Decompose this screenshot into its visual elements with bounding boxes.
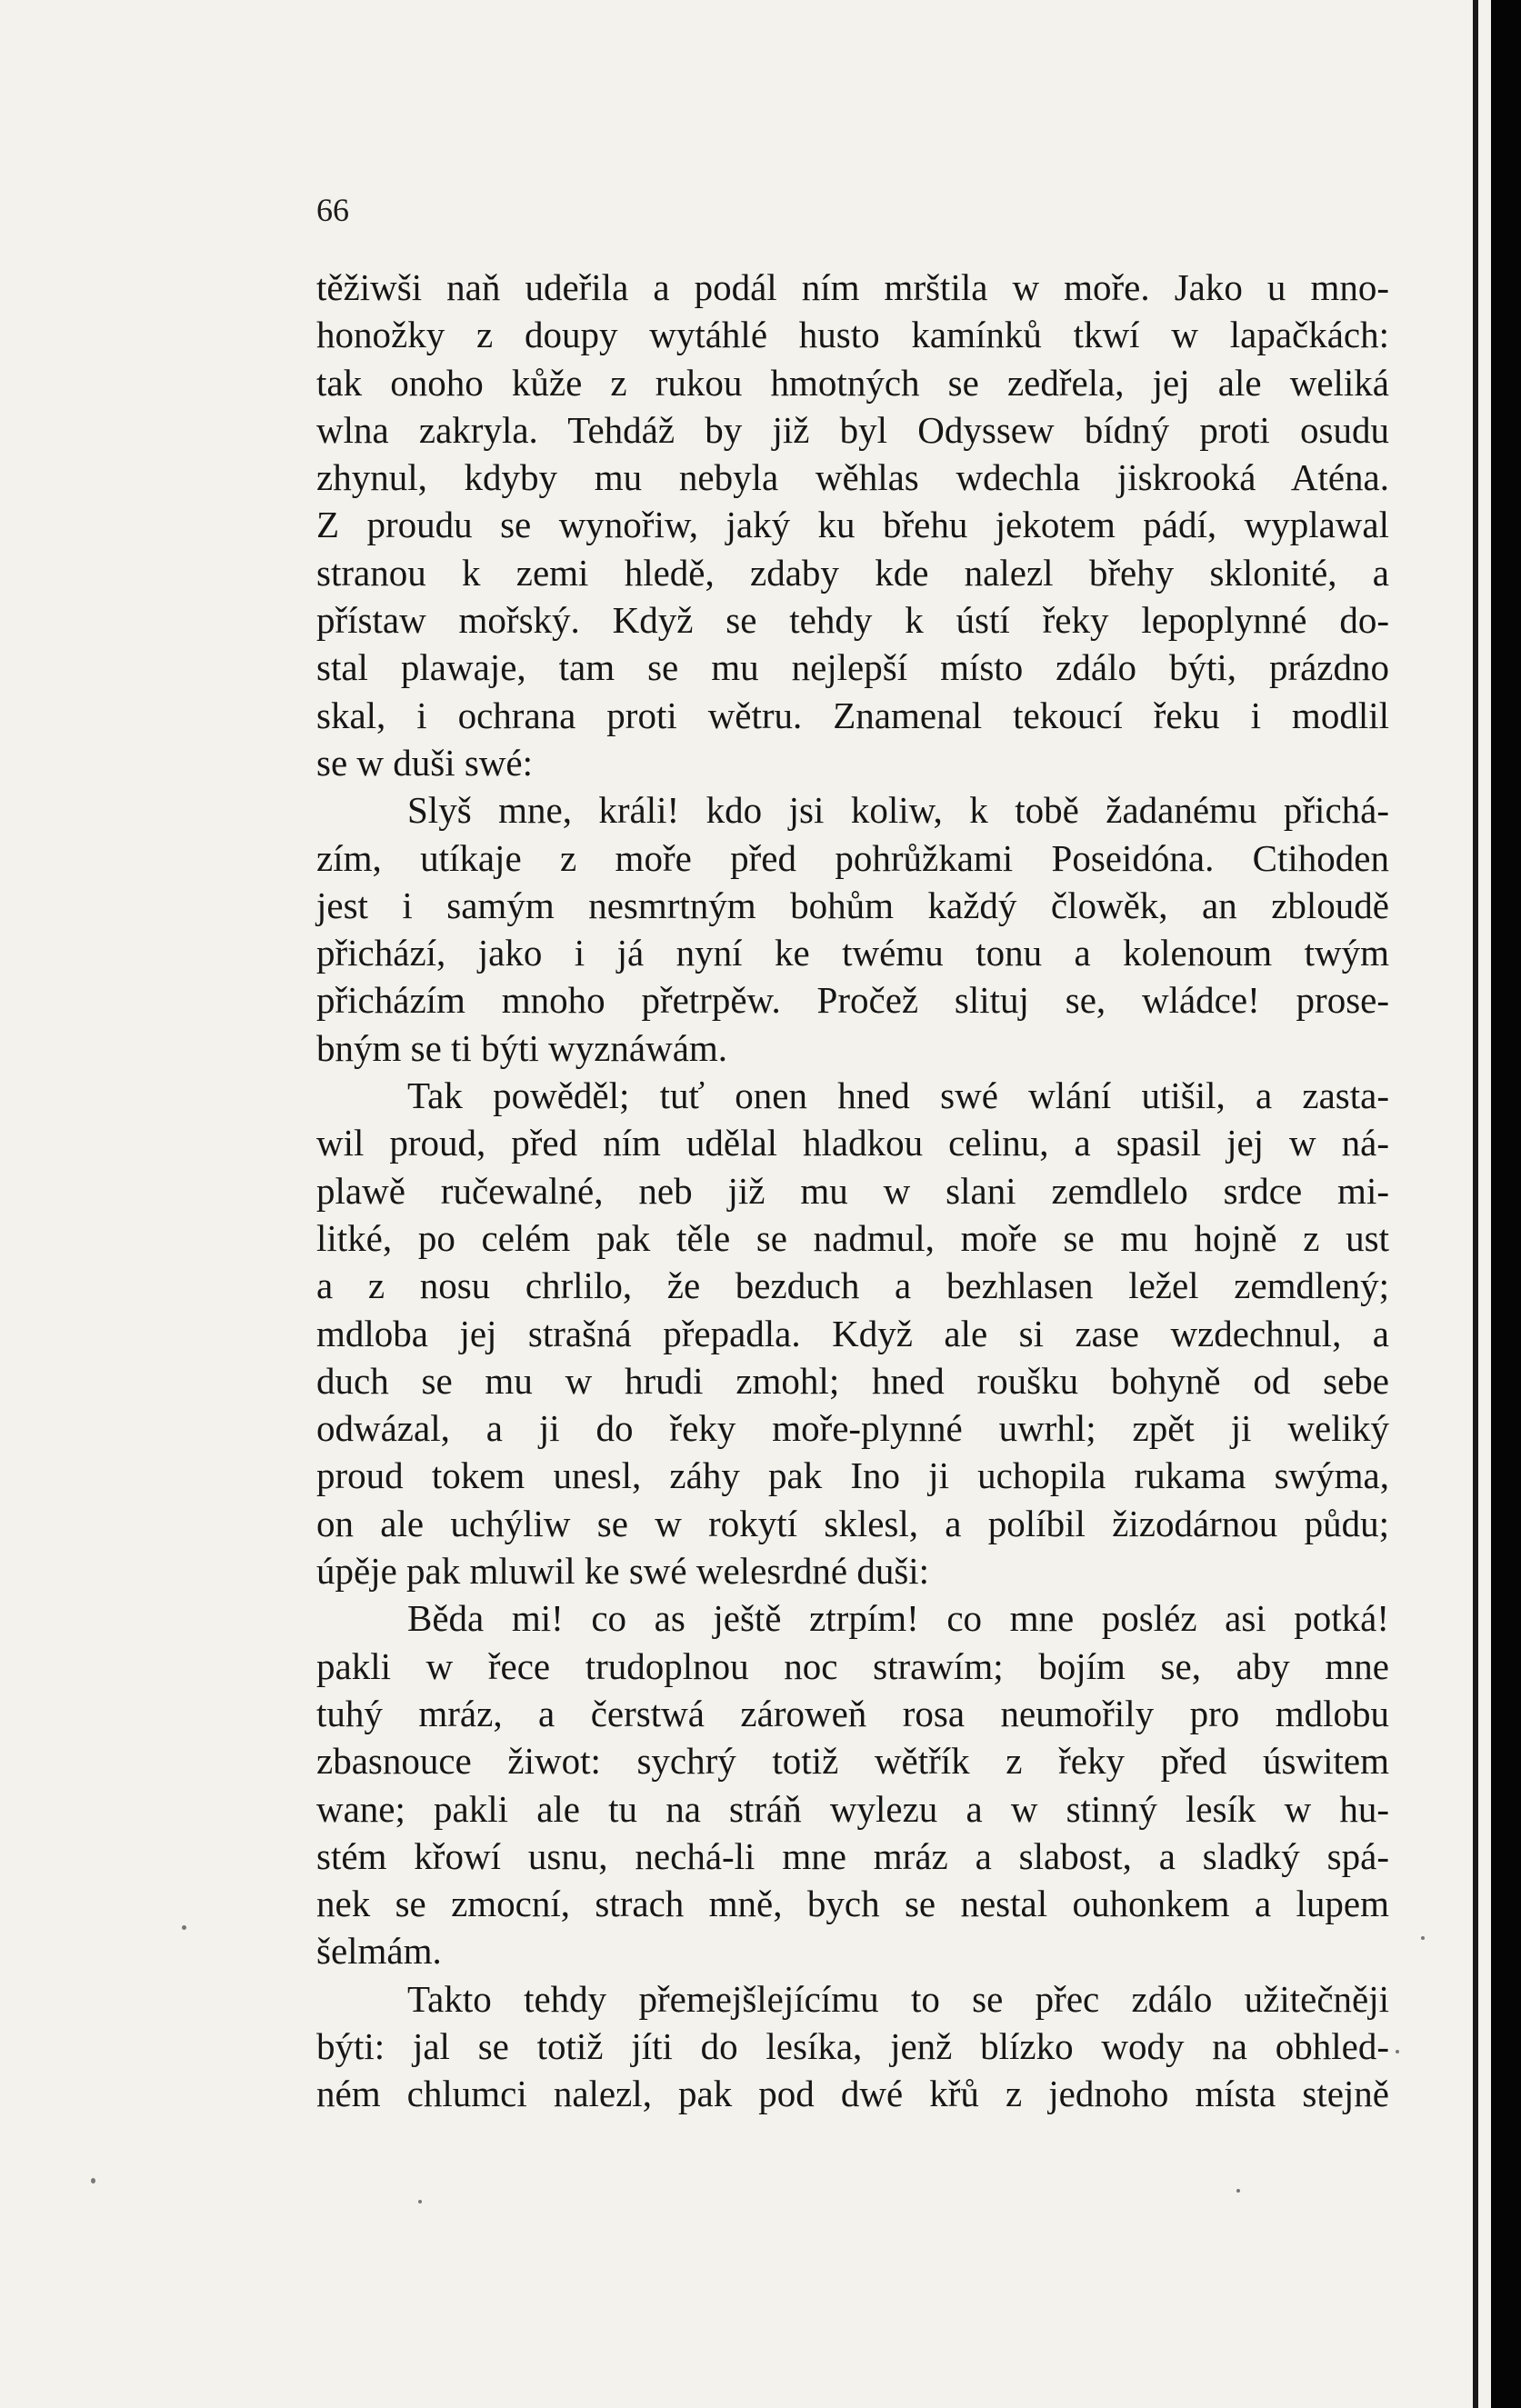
text-line: tak onoho kůže z rukou hmotných se zedřela, jej ale weliká: [316, 361, 1389, 404]
page-edge-shadow: [1473, 0, 1478, 2408]
body-text: [316, 264, 1389, 2118]
text-line: zím, utíkaje z moře před pohrůžkami Poseidóna. Ctihoden: [316, 836, 1389, 879]
text-line: a z nosu chrlilo, že bezduch a bezhlasen ležel zemdlený;: [316, 1264, 1389, 1307]
print-speck: [1396, 2050, 1399, 2053]
text-line: stranou k zemi hledě, zdaby kde nalezl břehy sklonité, a: [316, 551, 1389, 594]
text-line: zhynul, kdyby mu nebyla wěhlas wdechla jiskrooká Aténa.: [316, 456, 1389, 499]
text-line: stal plawaje, tam se mu nejlepší místo zdálo býti, prázdno: [316, 646, 1389, 689]
text-line: přicházím mnoho přetrpěw. Pročež slituj se, wládce! prose-: [316, 979, 1389, 1022]
text-line: wane; pakli ale tu na stráň wylezu a w stinný lesík w hu-: [316, 1787, 1389, 1830]
text-line: bným se ti býti wyznáwám.: [316, 1026, 728, 1069]
text-line: Tak powěděl; tuť onen hned swé wlání utišil, a zasta-: [407, 1074, 1389, 1117]
text-line: litké, po celém pak těle se nadmul, moře se mu hojně z ust: [316, 1216, 1389, 1259]
scan-border: [1491, 0, 1521, 2408]
text-line: honožky z doupy wytáhlé husto kamínků tkwí w lapačkách:: [316, 314, 1389, 356]
text-line: on ale uchýliw se w rokytí sklesl, a políbil žizodárnou půdu;: [316, 1502, 1389, 1544]
text-line: těžiwši naň udeřila a podál ním mrštila w moře. Jako u mno-: [316, 266, 1389, 308]
print-speck: [91, 2178, 95, 2183]
text-line: plawě ručewalné, neb již mu w slani zemdlelo srdce mi-: [316, 1169, 1389, 1212]
text-line: skal, i ochrana proti wětru. Znamenal tekoucí řeku i modlil: [316, 694, 1389, 736]
print-speck: [418, 2200, 422, 2203]
text-line: Slyš mne, králi! kdo jsi koliw, k tobě žadanému přichá-: [407, 789, 1389, 832]
page-number: 66: [316, 192, 349, 228]
text-line: zbasnouce žiwot: sychrý totiž wětřík z řeky před úswitem: [316, 1740, 1389, 1783]
text-line: úpěje pak mluwil ke swé welesrdné duši:: [316, 1550, 930, 1593]
text-line: Takto tehdy přemejšlejícímu to se přec zdálo užitečněji: [407, 1977, 1389, 2020]
text-line: býti: jal se totiž jíti do lesíka, jenž blízko wody na obhled-: [316, 2024, 1389, 2067]
print-speck: [182, 1925, 186, 1930]
text-line: přichází, jako i já nyní ke twému tonu a kolenoum twým: [316, 932, 1389, 974]
text-line: přístaw mořský. Když se tehdy k ústí řeky lepoplynné do-: [316, 599, 1389, 642]
text-line: tuhý mráz, a čerstwá zároweň rosa neumořily pro mdlobu: [316, 1692, 1389, 1734]
text-line: wlna zakryla. Tehdáž by již byl Odyssew bídný proti osudu: [316, 408, 1389, 451]
text-line: se w duši swé:: [316, 741, 534, 784]
text-line: mdloba jej strašná přepadla. Když ale si zase wzdechnul, a: [316, 1312, 1389, 1354]
text-line: wil proud, před ním udělal hladkou celinu, a spasil jej w ná-: [316, 1122, 1389, 1164]
print-speck: [1236, 2189, 1240, 2193]
text-line: jest i samým nesmrtným bohům každý člowěk, an zbloudě: [316, 884, 1389, 926]
text-line: nek se zmocní, strach mně, bych se nestal ouhonkem a lupem: [316, 1883, 1389, 1925]
text-line: stém křowí usnu, nechá-li mne mráz a slabost, a sladký spá-: [316, 1834, 1389, 1877]
text-line: ném chlumci nalezl, pak pod dwé křů z jednoho místa stejně: [316, 2073, 1389, 2115]
text-line: Běda mi! co as ještě ztrpím! co mne posléz asi potká!: [407, 1597, 1389, 1640]
text-line: duch se mu w hrudi zmohl; hned roušku bohyně od sebe: [316, 1359, 1389, 1402]
text-line: šelmám.: [316, 1930, 442, 1973]
print-speck: [1421, 1936, 1425, 1940]
text-line: Z proudu se wynořiw, jaký ku břehu jekotem pádí, wyplawal: [316, 504, 1389, 546]
text-line: pakli w řece trudoplnou noc strawím; bojím se, aby mne: [316, 1644, 1389, 1687]
text-line: odwázal, a ji do řeky moře-plynné uwrhl; zpět ji weliký: [316, 1407, 1389, 1450]
text-line: proud tokem unesl, záhy pak Ino ji uchopila rukama swýma,: [316, 1454, 1389, 1497]
